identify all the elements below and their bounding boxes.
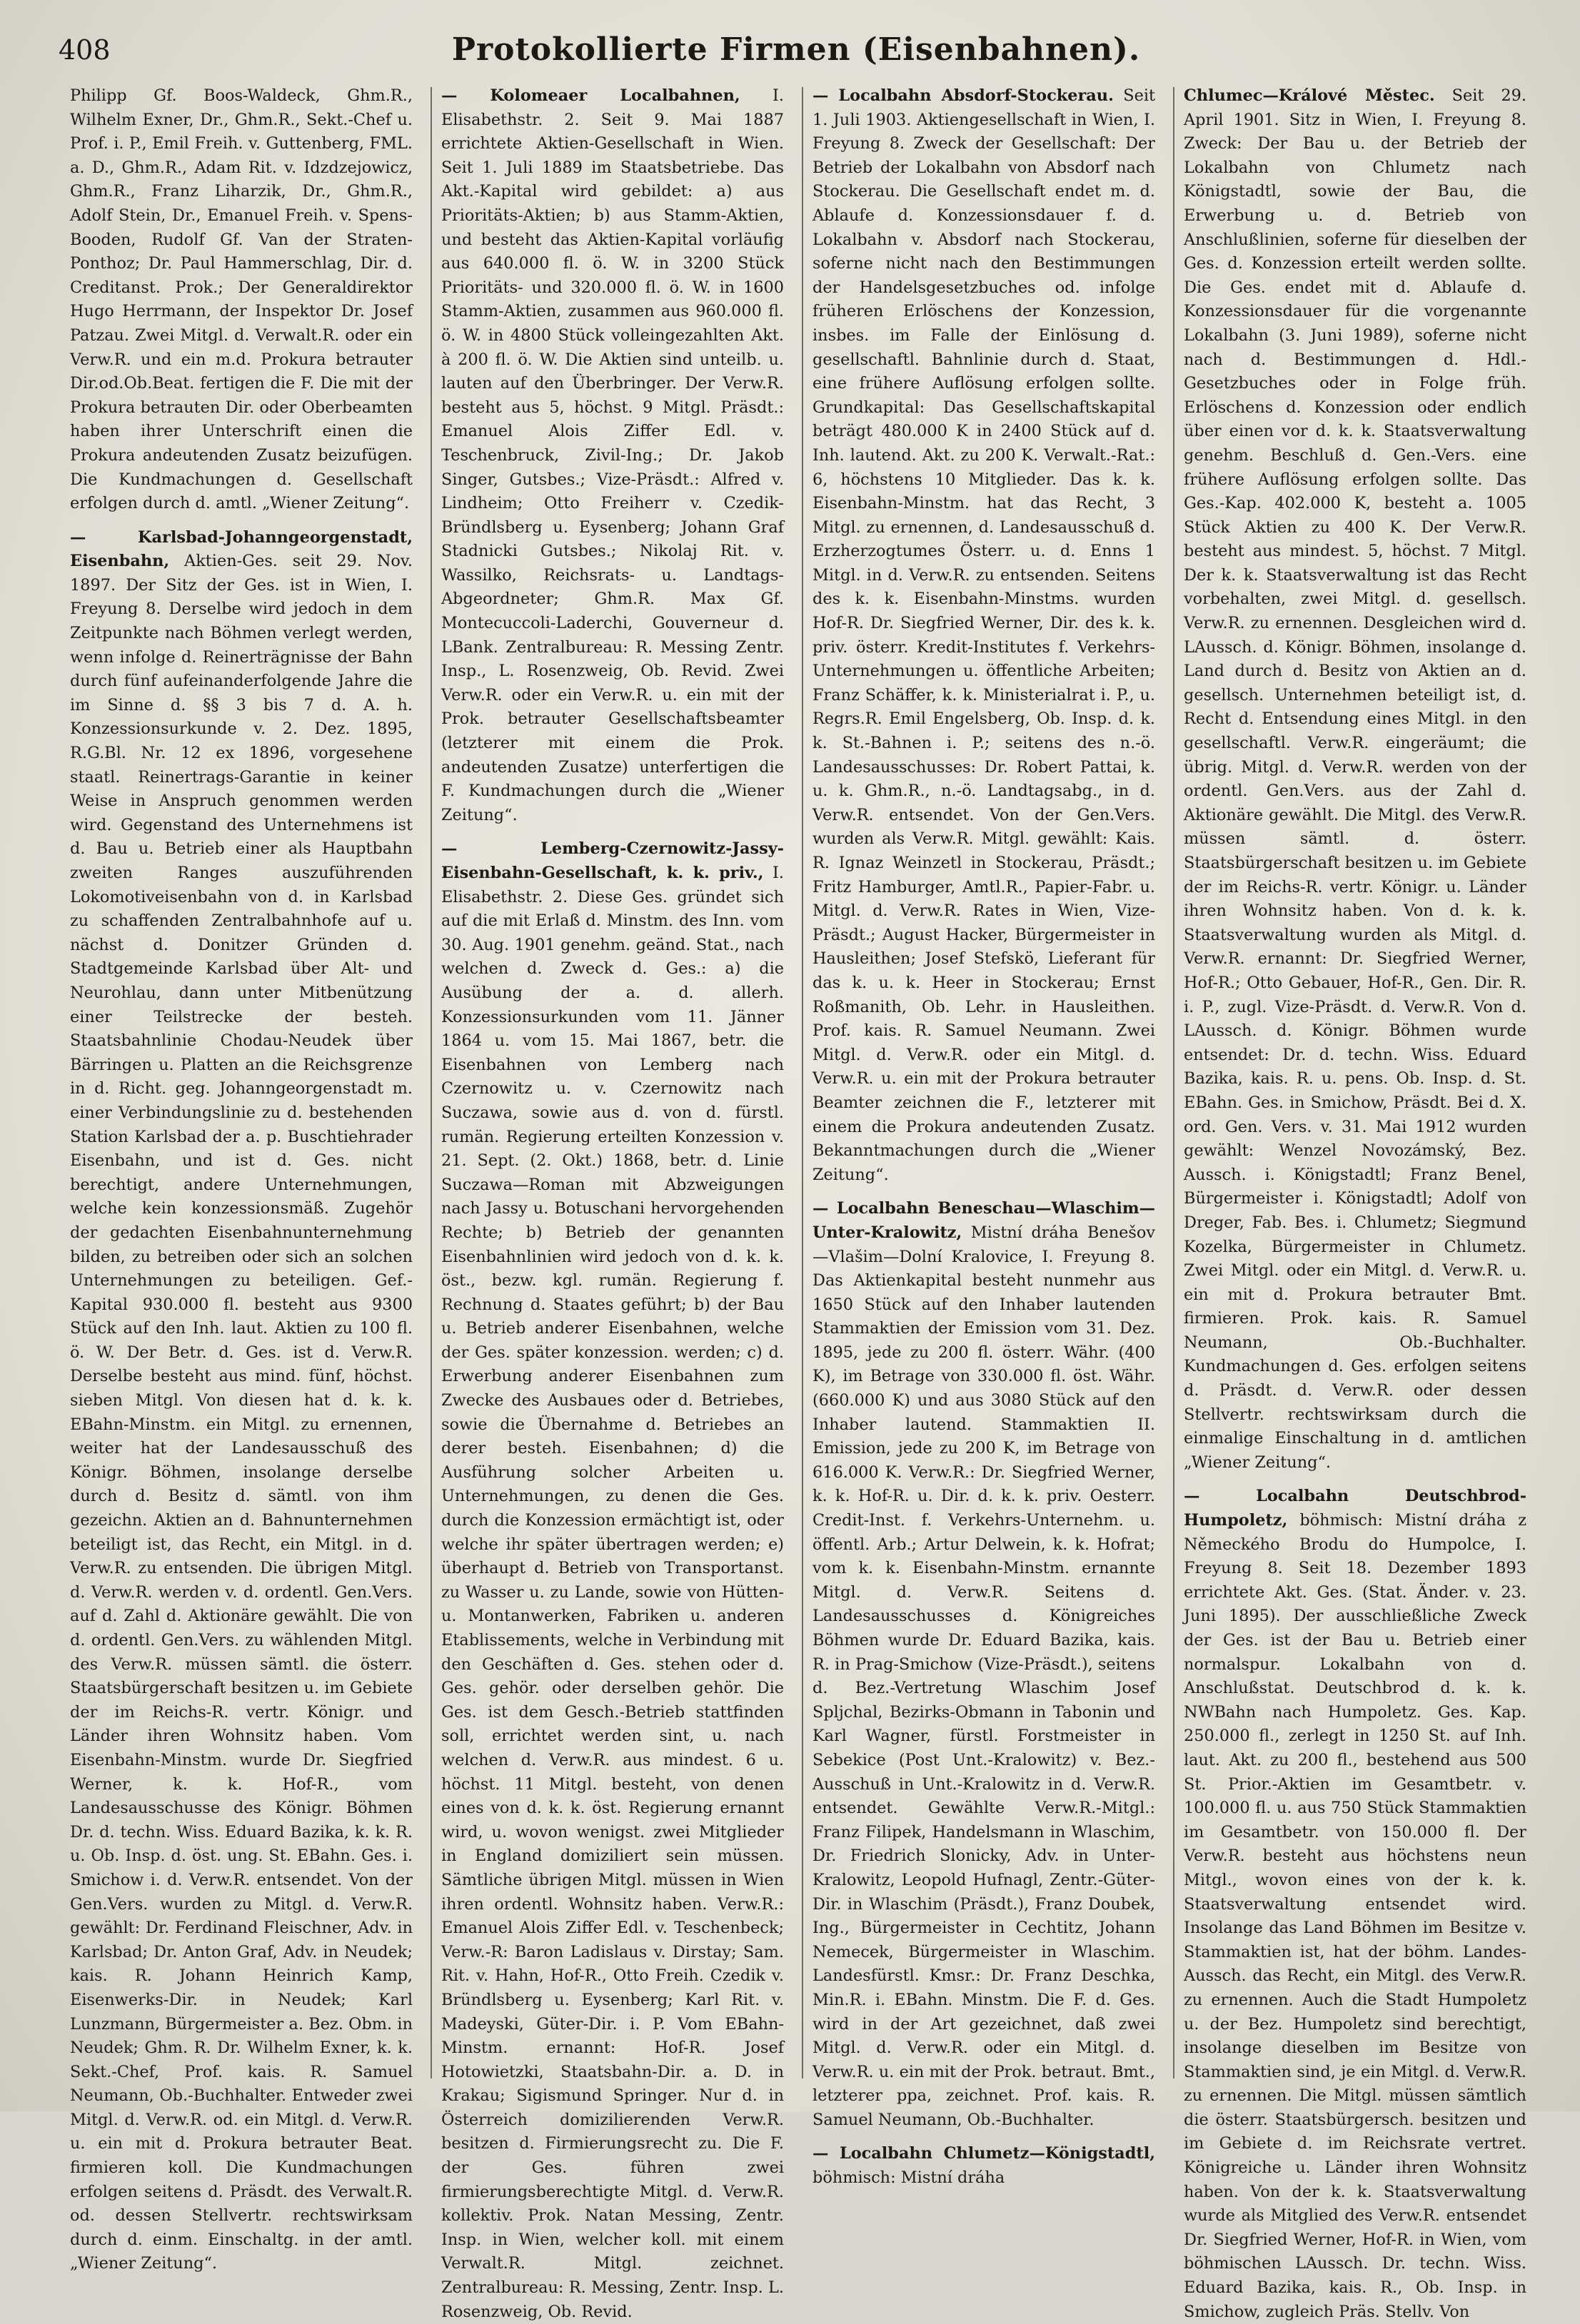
column-3	[812, 84, 1155, 2188]
page-number: 408	[59, 34, 111, 66]
firm-text: böhmisch: Mistní dráha z Německého Brodu do Humpolce, I. Freyung 8. Seit 18. Dezember 1893 errichtete Akt. Ges. (Stat. Änder. v. 23. Juni 1895). Der ausschließliche Zweck der Ges. ist der Bau u. Betrieb einer normalspur. Lokalbahn von d. Anschlußstat. Deutschbrod d. k. k. NWBahn nach Humpoletz. Ges. Kap. 250.000 fl., zerlegt in 1250 St. auf Inh. laut. Akt. zu 200 fl., bestehend aus 500 St. Prior.-Aktien im Gesamtbetr. v. 100.000 fl. u. aus 750 Stück Stammaktien im Gesamtbetr. von 150.000 fl. Der Verw.R. besteht aus höchstens neun Mitgl., wovon eines von der k. k. Staatsverwaltung entsendet wird. Insolange das Land Böhmen im Besitze v. Stammaktien ist, hat der böhm. Landes-Aussch. das Recht, ein Mitgl. des Verw.R. zu ernennen. Auch die Stadt Humpoletz u. der Bez. Humpoletz sind berechtigt, insolange dieselben im Besitze von Stammaktien sind, je ein Mitgl. d. Verw.R. zu ernennen. Die Mitgl. müssen sämtlich die österr. Staatsbürgersch. besitzen und im Gebiete d. im Reichsrate vertret. Königreiche u. Länder ihren Wohnsitz haben. Von der k. k. Staatsverwaltung wurde als Mitglied des Verw.R. entsendet Dr. Siegfried Werner, Hof-R. in Wien, vom böhmischen LAussch. Dr. techn. Wiss. Eduard Bazika, kais. R., Ob. Insp. in Smichow, zugleich Präs. Stellv. Von	[1184, 1511, 1526, 2321]
column-4	[1184, 84, 1526, 2321]
page-header	[50, 29, 1542, 79]
firm-name: — Karlsbad-Johanngeorgenstadt, Eisenbahn,	[70, 527, 413, 571]
firm-entry	[441, 837, 784, 2324]
firm-text: Seit 1. Juli 1903. Aktiengesellschaft in Wien, I. Freyung 8. Zweck der Gesellschaft: Der Betrieb der Lokalbahn von Absdorf nach Stockerau. Die Gesellschaft endet m. d. Ablaufe d. Konzessionsdauer f. d. Lokalbahn v. Absdorf nach Stockerau, soferne nicht nach den Bestimmungen der Handelsgesetzbuches od. infolge früheren Erlöschens der Konzession, insbes. im Falle der Einlösung d. gesellschaftl. Bahnlinie durch d. Staat, eine frühere Auflösung erfolgen sollte. Grundkapital: Das Gesellschaftskapital beträgt 480.000 K in 2400 Stück auf d. Inh. lautend. Akt. zu 200 K. Verwalt.-Rat.: 6, höchstens 10 Mitglieder. Das k. k. Eisenbahn-Minstm. hat das Recht, 3 Mitgl. zu ernennen, d. Landesausschuß d. Erzherzogtumes Österr. u. d. Enns 1 Mitgl. in d. Verw.R. zu entsenden. Seitens des k. k. Eisenbahn-Minstms. wurden Hof-R. Dr. Siegfried Werner, Dir. des k. k. priv. österr. Kredit-Institutes f. Verkehrs-Unternehmungen u. öffentliche Arbeiten; Franz Schäffer, k. k. Ministerialrat i. P., u. Regrs.R. Emil Engelsberg, Ob. Insp. d. k. k. St.-Bahnen i. P.; seitens des n.-ö. Landesausschusses: Dr. Robert Pattai, k. u. k. Ghm.R., n.-ö. Landtagsabg., in d. Verw.R. entsendet. Von der Gen.Vers. wurden als Verw.R. Mitgl. gewählt: Kais. R. Ignaz Weinzetl in Stockerau, Präsdt.; Fritz Hamburger, Amtl.R., Papier-Fabr. u. Mitgl. d. Verw.R. Rates in Wien, Vize-Präsdt.; August Hacker, Bürgermeister in Hausleithen; Josef Stefskö, Lieferant für das k. u. k. Heer in Stockerau; Ernst Roßmanith, Ob. Lehr. in Hausleithen. Prof. kais. R. Samuel Neumann. Zwei Mitgl. d. Verw.R. oder ein Mitgl. d. Verw.R. u. ein mit der Prokura betrauter Beamter zeichnen die F., letzterer mit einem die Prokura andeutenden Zusatz. Bekanntmachungen durch die „Wiener Zeitung“.	[812, 86, 1155, 1184]
column-1	[70, 84, 413, 2273]
firm-text: I. Elisabethstr. 2. Seit 9. Mai 1887 errichtete Aktien-Gesellschaft in Wien. Seit 1. Juli 1889 im Staatsbetriebe. Das Akt.-Kapital wird gebildet: a) aus Prioritäts-Aktien; b) aus Stamm-Aktien, und besteht das Aktien-Kapital vorläufig aus 640.000 fl. ö. W. in 3200 Stück Prioritäts- und 320.000 fl. ö. W. in 1600 Stamm-Aktien, zusammen aus 960.000 fl. ö. W. in 4800 Stück volleingezahlten Akt. à 200 fl. ö. W. Die Aktien sind unteilb. u. lauten auf den Überbringer. Der Verw.R. besteht aus 5, höchst. 9 Mitgl. Präsdt.: Emanuel Alois Ziffer Edl. v. Teschenbruck, Zivil-Ing.; Dr. Jakob Singer, Gutsbes.; Vize-Präsdt.: Alfred v. Lindheim; Otto Freiherr v. Czedik-Bründlsberg u. Eysenberg; Johann Graf Stadnicki Gutsbes.; Nikolaj Rit. v. Wassilko, Reichsrats- u. Landtags-Abgeordneter; Ghm.R. Max Gf. Montecuccoli-Laderchi, Gouverneur d. LBank. Zentralbureau: R. Messing Zentr. Insp., L. Rosenzweig, Ob. Revid. Zwei Verw.R. oder ein Verw.R. u. ein mit der Prok. betrauter Gesellschaftsbeamter (letzterer mit einem die Prok. andeutenden Zusatze) unterfertigen die F. Kundmachungen durch die „Wiener Zeitung“.	[441, 86, 784, 824]
firm-name: — Lemberg-Czernowitz-Jassy-Eisenbahn-Gesellschaft, k. k. priv.,	[441, 839, 784, 882]
firm-text: Mistní dráha Benešov—Vlašim—Dolní Kralovice, I. Freyung 8. Das Aktienkapital besteht nunmehr aus 1650 Stück auf den Inhaber lautenden Stammaktien der Emission vom 31. Dez. 1895, jede zu 200 fl. österr. Währ. (400 K), im Betrage von 330.000 fl. öst. Währ. (660.000 K) und aus 3080 Stück auf den Inhaber lautend. Stammaktien II. Emission, jede zu 200 K, im Betrage von 616.000 K. Verw.R.: Dr. Siegfried Werner, k. k. Hof-R. u. Dir. d. k. k. priv. Oesterr. Credit-Inst. f. Verkehrs-Unternehm. u. öffentl. Arb.; Artur Delwein, k. k. Hofrat; vom k. k. Eisenbahn-Minstm. ernannte Mitgl. d. Verw.R. Seitens d. Landesausschusses d. Königreiches Böhmen wurde Dr. Eduard Bazika, kais. R. in Prag-Smichow (Vize-Präsdt.), seitens d. Bez.-Vertretung Wlaschim Josef Spljchal, Bezirks-Obmann in Tabonin und Karl Wagner, fürstl. Forstmeister in Sebekice (Post Unt.-Kralowitz) v. Bez.-Ausschuß in Unt.-Kralowitz in d. Verw.R. entsendet. Gewählte Verw.R.-Mitgl.: Franz Filipek, Handelsmann in Wlaschim, Dr. Friedrich Slonicky, Adv. in Unter-Kralowitz, Leopold Hufnagl, Zentr.-Güter-Dir. in Wlaschim (Präsdt.), Franz Doubek, Ing., Bürgermeister in Cechtitz, Johann Nemecek, Bürgermeister in Wlaschim. Landesfürstl. Kmsr.: Dr. Franz Deschka, Min.R. i. EBahn. Minstm. Die F. d. Ges. wird in der Art gezeichnet, daß zwei Mitgl. d. Verw.R. oder ein Mitgl. d. Verw.R. u. ein mit der Prok. betraut. Bmt., letzterer ppa, zeichnet. Prof. kais. R. Samuel Neumann, Ob.-Buchhalter.	[812, 1223, 1155, 2129]
firm-entry	[70, 84, 413, 516]
firm-name: — Localbahn Chlumetz—Königstadtl,	[812, 2144, 1155, 2163]
firm-entry	[812, 84, 1155, 1187]
column-divider	[1173, 87, 1174, 2078]
page-title: Protokollierte Firmen (Eisenbahnen).	[451, 31, 1141, 68]
column-divider	[802, 87, 803, 2078]
text-columns	[70, 84, 1555, 2321]
firm-entry	[812, 2142, 1155, 2190]
firm-name: — Localbahn Deutschbrod-Humpoletz,	[1184, 1487, 1526, 1530]
firm-name: — Localbahn Absdorf-Stockerau.	[812, 86, 1114, 105]
firm-name: — Localbahn Beneschau—Wlaschim—Unter-Kralowitz,	[812, 1199, 1155, 1242]
firm-text: I. Elisabethstr. 2. Diese Ges. gründet sich auf die mit Erlaß d. Minstm. des Inn. vom 30. Aug. 1901 genehm. geänd. Stat., nach welchen d. Zweck d. Ges.: a) die Ausübung der a. d. allerh. Konzessionsurkunden vom 11. Jänner 1864 u. vom 15. Mai 1867, betr. die Eisenbahnen von Lemberg nach Czernowitz u. v. Czernowitz nach Suczawa, sowie aus d. von d. fürstl. rumän. Regierung erteilten Konzession v. 21. Sept. (2. Okt.) 1868, betr. d. Linie Suczawa—Roman mit Abzweigungen nach Jassy u. Botuschani hervorgehenden Rechte; b) Betrieb der genannten Eisenbahnlinien wird jedoch von d. k. k. öst., bezw. kgl. rumän. Regierung f. Rechnung d. Staates geführt; b) der Bau u. Betrieb anderer Eisenbahnen, welche der Ges. später konzession. werden; c) d. Erwerbung anderer Eisenbahnen zum Zwecke des Ausbaues oder d. Betriebes, sowie die Übernahme d. Betriebes an derer besteh. Eisenbahnen; d) die Ausführung solcher Arbeiten u. Unternehmungen, zu denen die Ges. durch die Konzession ermächtigt ist, oder welche ihr später übertragen werden; e) überhaupt d. Betrieb von Transportanst. zu Wasser u. zu Lande, sowie von Hütten- u. Montanwerken, Fabriken u. anderen Etablissements, welche in Verbindung mit den Geschäften d. Ges. stehen oder d. Ges. gehör. oder derselben gehör. Die Ges. ist dem Gesch.-Betrieb stattfinden soll, errichtet werden sint, u. nach welchen d. Verw.R. aus mindest. 6 u. höchst. 11 Mitgl. besteht, von denen eines von d. k. k. öst. Regierung ernannt wird, u. wovon wenigst. zwei Mitglieder in England domiziliert sein müssen. Sämtliche übrigen Mitgl. müssen in Wien ihren ordentl. Wohnsitz haben. Verw.R.: Emanuel Alois Ziffer Edl. v. Teschenbeck; Verw.-R: Baron Ladislaus v. Dirstay; Sam. Rit. v. Hahn, Hof-R., Otto Freih. Czedik v. Bründlsberg u. Eysenberg; Karl Rit. v. Madeyski, Güter-Dir. i. P. Vom EBahn-Minstm. ernannt: Hof-R. Josef Hotowietzki, Staatsbahn-Dir. a. D. in Krakau; Sigismund Springer. Nur d. in Österreich domizilierenden Verw.R. besitzen d. Firmierungsrecht zu. Die F. der Ges. führen zwei firmierungsberechtigte Mitgl. d. Verw.R. kollektiv. Prok. Natan Messing, Zentr. Insp. in Wien, welcher koll. mit einem Verwalt.R. Mitgl. zeichnet. Zentralbureau: R. Messing, Zentr. Insp. L. Rosenzweig, Ob. Revid.	[441, 864, 784, 2321]
firm-entry	[1184, 84, 1526, 1475]
firm-name: — Kolomeaer Localbahnen,	[441, 86, 740, 105]
firm-entry	[70, 526, 413, 2276]
column-2	[441, 84, 784, 2321]
firm-text: böhmisch: Mistní dráha	[812, 2168, 1005, 2188]
firm-entry	[812, 1197, 1155, 2132]
firm-entry	[1184, 1485, 1526, 2324]
firm-text: Seit 29. April 1901. Sitz in Wien, I. Freyung 8. Zweck: Der Bau u. der Betrieb der Lokalbahn von Chlumetz nach Königstadtl, sowie der Bau, die Erwerbung u. d. Betrieb von Anschlußlinien, soferne für dieselben der Ges. d. Konzession erteilt werden sollte. Die Ges. endet mit d. Ablaufe d. Konzessionsdauer für die vorgenannte Lokalbahn (3. Juni 1989), soferne nicht nach d. Bestimmungen d. Hdl.-Gesetzbuches oder in Folge früh. Erlöschens d. Konzession oder endlich über einen vor d. k. k. Staatsverwaltung genehm. Beschluß d. Gen.-Vers. eine frühere Auflösung erfolgen sollte. Das Ges.-Kap. 402.000 K, besteht a. 1005 Stück Aktien zu 400 K. Der Verw.R. besteht aus mindest. 5, höchst. 7 Mitgl. Der k. k. Staatsverwaltung ist das Recht vorbehalten, zwei Mitgl. d. gesellsch. Verw.R. zu ernennen. Desgleichen wird d. LAussch. d. Königr. Böhmen, insolange d. Land durch d. Besitz von Aktien an d. gesellsch. Unternehmen beteiligt ist, d. Recht d. Entsendung eines Mitgl. in den gesellschaftl. Verw.R. eingeräumt; die übrig. Mitgl. d. Verw.R. werden von der ordentl. Gen.Vers. aus der Zahl d. Aktionäre gewählt. Die Mitgl. des Verw.R. müssen sämtl. d. österr. Staatsbürgerschaft besitzen u. im Gebiete der im Reichs-R. vertr. Königr. u. Länder ihren Wohnsitz haben. Von d. k. k. Staatsverwaltung wurden als Mitgl. d. Verw.R. ernannt: Dr. Siegfried Werner, Hof-R.; Otto Gebauer, Hof-R., Gen. Dir. R. i. P., zugl. Vize-Präsdt. d. Verw.R. Von d. LAussch. d. Königr. Böhmen wurde entsendet: Dr. d. techn. Wiss. Eduard Bazika, kais. R. u. pens. Ob. Insp. d. St. EBahn. Ges. in Smichow, Präsdt. Bei d. X. ord. Gen. Vers. v. 31. Mai 1912 wurden gewählt: Wenzel Novozámský, Bez. Aussch. i. Königstadtl; Franz Benel, Bürgermeister i. Königstadtl; Adolf von Dreger, Fab. Bes. i. Chlumetz; Siegmund Kozelka, Bürgermeister in Chlumetz. Zwei Mitgl. oder ein Mitgl. d. Verw.R. u. ein mit d. Prokura betrauter Bmt. firmieren. Prok. kais. R. Samuel Neumann, Ob.-Buchhalter. Kundmachungen d. Ges. erfolgen seitens d. Präsdt. d. Verw.R. oder dessen Stellvertr. rechtswirksam durch die einmalige Einschaltung in d. amtlichen „Wiener Zeitung“.	[1184, 86, 1526, 1472]
firm-name: Chlumec—Králové Městec.	[1184, 86, 1435, 105]
firm-text: Aktien-Ges. seit 29. Nov. 1897. Der Sitz der Ges. ist in Wien, I. Freyung 8. Derselbe wird jedoch in dem Zeitpunkte nach Böhmen verlegt werden, wenn infolge d. Reinerträgnisse der Bahn durch fünf aufeinanderfolgende Jahre die im Sinne d. §§ 3 bis 7 d. A. h. Konzessionsurkunde v. 2. Dez. 1895, R.G.Bl. Nr. 12 ex 1896, vorgesehene staatl. Reinertrags-Garantie in keiner Weise in Anspruch genommen werden wird. Gegenstand des Unternehmens ist d. Bau u. Betrieb einer als Hauptbahn zweiten Ranges auszuführenden Lokomotiveisenbahn von d. in Karlsbad zu schaffenden Zentralbahnhofe auf u. nächst d. Donitzer Gründen d. Stadtgemeinde Karlsbad über Alt- und Neurohlau, dann unter Mitbenützung einer Teilstrecke der besteh. Staatsbahnlinie Chodau-Neudek über Bärringen u. Platten an die Reichsgrenze in d. Richt. geg. Johanngeorgenstadt m. einer Verbindungslinie zu d. bestehenden Station Karlsbad der a. p. Buschtiehrader Eisenbahn, und ist d. Ges. nicht berechtigt, andere Unternehmungen, welche kein konzessionsmäß. Zugehör der gedachten Eisenbahnunternehmung bilden, zu betreiben oder sich an solchen Unternehmungen zu beteiligen. Gef.-Kapital 930.000 fl. besteht aus 9300 Stück auf den Inh. laut. Aktien zu 100 fl. ö. W. Der Betr. d. Ges. ist d. Verw.R. Derselbe besteht aus mind. fünf, höchst. sieben Mitgl. Von diesen hat d. k. k. EBahn-Minstm. ein Mitgl. zu ernennen, weiter hat der Landesausschuß des Königr. Böhmen, insolange derselbe durch d. Besitz d. sämtl. von ihm gezeichn. Aktien an d. Bahnunternehmen beteiligt ist, das Recht, ein Mitgl. in d. Verw.R. zu entsenden. Die übrigen Mitgl. d. Verw.R. werden v. d. ordentl. Gen.Vers. auf d. Zahl d. Aktionäre gewählt. Die von d. ordentl. Gen.Vers. zu wählenden Mitgl. des Verw.R. müssen sämtl. die österr. Staatsbürgerschaft besitzen u. im Gebiete der im Reichs-R. vertr. Königr. und Länder ihren Wohnsitz haben. Vom Eisenbahn-Minstm. wurde Dr. Siegfried Werner, k. k. Hof-R., vom Landesausschusse des Königr. Böhmen Dr. d. techn. Wiss. Eduard Bazika, k. k. R. u. Ob. Insp. d. öst. ung. St. EBahn. Ges. i. Smichow i. d. Verw.R. entsendet. Von der Gen.Vers. wurden zu Mitgl. d. Verw.R. gewählt: Dr. Ferdinand Fleischner, Adv. in Karlsbad; Dr. Anton Graf, Adv. in Neudek; kais. R. Johann Heinrich Kamp, Eisenwerks-Dir. in Neudek; Karl Lunzmann, Bürgermeister a. Bez. Obm. in Neudek; Ghm. R. Dr. Wilhelm Exner, k. k. Sekt.-Chef, Prof. kais. R. Samuel Neumann, Ob.-Buchhalter. Entweder zwei Mitgl. d. Verw.R. od. ein Mitgl. d. Verw.R. u. ein mit d. Prokura betrauter Beat. firmieren koll. Die Kundmachungen erfolgen seitens d. Präsdt. des Verwalt.R. od. dessen Stellvertr. rechtswirksam durch d. einm. Einschaltg. in der amtl. „Wiener Zeitung“.	[70, 552, 413, 2273]
firm-text: Philipp Gf. Boos-Waldeck, Ghm.R., Wilhelm Exner, Dr., Ghm.R., Sekt.-Chef u. Prof. i. P., Emil Freih. v. Guttenberg, FML. a. D., Ghm.R., Adam Rit. v. Idzdzejowicz, Ghm.R., Franz Liharzik, Dr., Ghm.R., Adolf Stein, Dr., Emanuel Freih. v. Spens-Booden, Rudolf Gf. Van der Straten-Ponthoz; Dr. Paul Hammerschlag, Dir. d. Creditanst. Prok.; Der Generaldirektor Hugo Herrmann, der Inspektor Dr. Josef Patzau. Zwei Mitgl. d. Verwalt.R. oder ein Verw.R. und ein m.d. Prokura betrauter Dir.od.Ob.Beat. fertigen die F. Die mit der Prokura betrauten Dir. oder Oberbeamten haben ihrer Unterschrift einen die Prokura andeutenden Zusatz beizufügen. Die Kundmachungen d. Gesellschaft erfolgen durch d. amtl. „Wiener Zeitung“.	[70, 86, 413, 513]
firm-entry	[441, 84, 784, 827]
column-divider	[431, 87, 432, 2078]
